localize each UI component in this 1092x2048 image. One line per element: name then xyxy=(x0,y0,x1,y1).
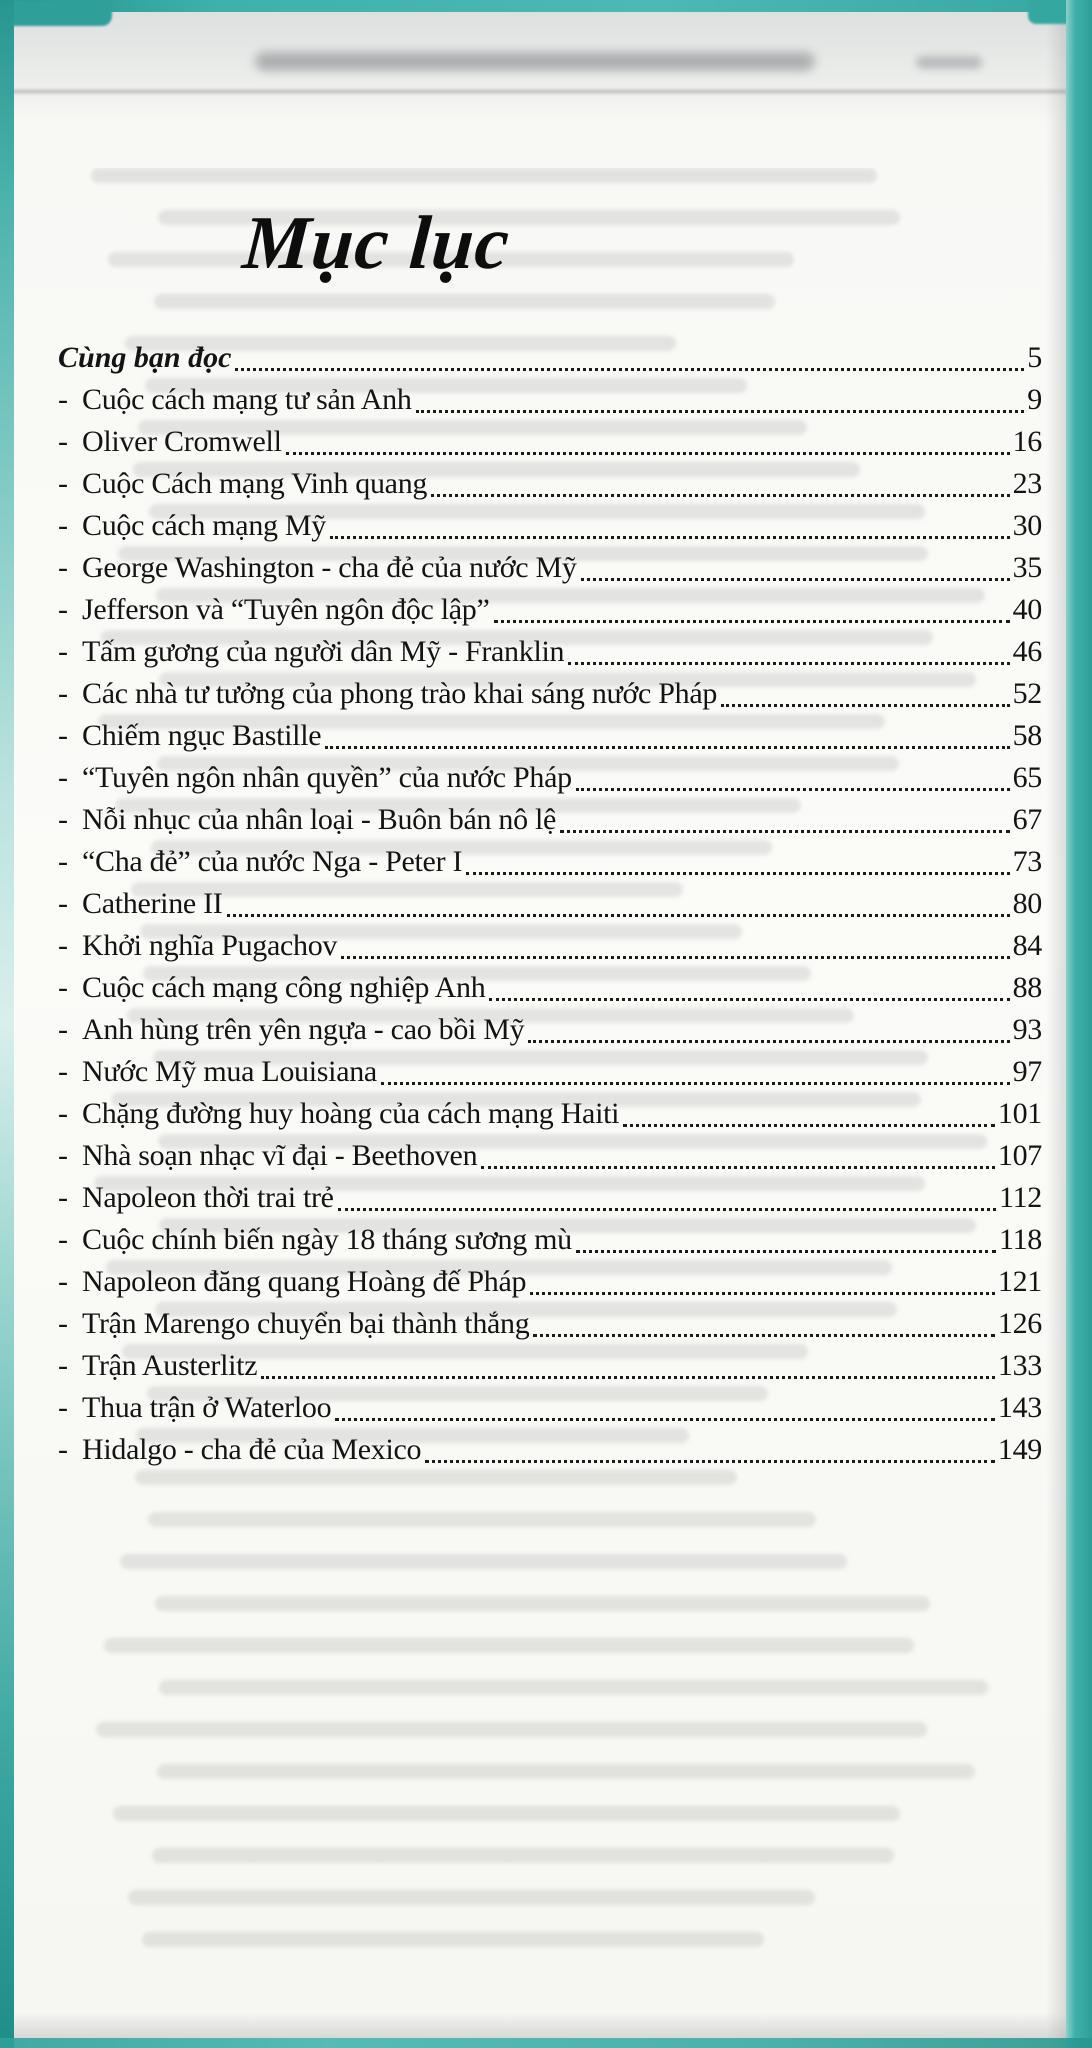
toc-entry-label: Các nhà tư tưởng của phong trào khai sáng nước Pháp xyxy=(82,677,718,710)
toc-entry-label: George Washington - cha đẻ của nước Mỹ xyxy=(82,551,577,584)
toc-entry-label: Cuộc chính biến ngày 18 tháng sương mù xyxy=(82,1223,572,1256)
toc-entry-page: 30 xyxy=(1012,509,1042,542)
toc-entry-dash: - xyxy=(58,1349,68,1382)
dotted-leader xyxy=(623,1124,995,1127)
toc-entry-dash: - xyxy=(58,929,68,962)
toc-entry-label: Trận Austerlitz xyxy=(82,1349,258,1382)
toc-entry xyxy=(58,757,1042,799)
toc-entry-page: 5 xyxy=(1027,341,1042,374)
toc-entry xyxy=(58,883,1042,925)
toc-entry-label: Cùng bạn đọc xyxy=(58,341,232,374)
toc-entry-label: Nhà soạn nhạc vĩ đại - Beethoven xyxy=(82,1139,478,1172)
toc-entry-dash: - xyxy=(58,509,68,542)
page-title: Mục lục xyxy=(240,201,513,285)
toc-entry xyxy=(58,841,1042,883)
toc-entry xyxy=(58,715,1042,757)
page-edge-left xyxy=(0,0,14,2048)
toc-entry-page: 80 xyxy=(1012,887,1042,920)
toc-entry-label: Khởi nghĩa Pugachov xyxy=(82,929,338,962)
toc-entry-dash: - xyxy=(58,887,68,920)
toc-entry xyxy=(58,673,1042,715)
toc-entry-label: Cuộc Cách mạng Vinh quang xyxy=(82,467,428,500)
toc-entry-page: 133 xyxy=(997,1349,1042,1382)
toc-entry xyxy=(58,505,1042,547)
toc-entry-page: 101 xyxy=(997,1097,1042,1130)
toc-entry xyxy=(58,589,1042,631)
toc-entry-dash: - xyxy=(58,1391,68,1424)
toc-entry xyxy=(58,1009,1042,1051)
toc-entry-page: 121 xyxy=(997,1265,1042,1298)
toc-entry xyxy=(58,1219,1042,1261)
toc-entry-dash: - xyxy=(58,1097,68,1130)
dotted-leader xyxy=(481,1166,995,1169)
toc-entry-dash: - xyxy=(58,593,68,626)
toc-entry-dash: - xyxy=(58,803,68,836)
dotted-leader xyxy=(261,1376,995,1379)
dotted-leader xyxy=(227,914,1010,917)
toc-entry xyxy=(58,421,1042,463)
dotted-leader xyxy=(338,1208,996,1211)
toc-entry-label: Cuộc cách mạng Mỹ xyxy=(82,509,326,542)
toc-entry-dash: - xyxy=(58,677,68,710)
page-edge-bottom xyxy=(0,2038,1092,2048)
toc-entry-page: 65 xyxy=(1012,761,1042,794)
toc-entry xyxy=(58,547,1042,589)
toc-entry-label: Nỗi nhục của nhân loại - Buôn bán nô lệ xyxy=(82,803,557,836)
dotted-leader xyxy=(341,956,1009,959)
page-edge-top xyxy=(0,0,1092,12)
dotted-leader xyxy=(286,452,1010,455)
toc-entry-page: 97 xyxy=(1012,1055,1042,1088)
toc-entry-page: 58 xyxy=(1012,719,1042,752)
toc-entry-label: Nước Mỹ mua Louisiana xyxy=(82,1055,377,1088)
dotted-leader xyxy=(335,1418,995,1421)
toc-entry-label: Jefferson và “Tuyên ngôn độc lập” xyxy=(82,593,490,626)
toc-entry xyxy=(58,1345,1042,1387)
toc-entry-label: “Cha đẻ” của nước Nga - Peter I xyxy=(82,845,463,878)
dotted-leader xyxy=(489,998,1009,1001)
toc-entry-page: 93 xyxy=(1012,1013,1042,1046)
toc-entry-label: Anh hùng trên yên ngựa - cao bồi Mỹ xyxy=(82,1013,525,1046)
toc-entry-page: 35 xyxy=(1012,551,1042,584)
toc-entry-label: Chiếm ngục Bastille xyxy=(82,719,322,752)
dotted-leader xyxy=(425,1460,995,1463)
toc-entry-dash: - xyxy=(58,1223,68,1256)
dotted-leader xyxy=(528,1040,1009,1043)
toc-entry xyxy=(58,925,1042,967)
dotted-leader xyxy=(560,830,1010,833)
toc-entry xyxy=(58,1051,1042,1093)
toc-entry xyxy=(58,1261,1042,1303)
dotted-leader xyxy=(494,620,1010,623)
dotted-leader xyxy=(325,746,1009,749)
dotted-leader xyxy=(721,704,1010,707)
dotted-leader xyxy=(381,1082,1010,1085)
toc-entry-label: Chặng đường huy hoàng của cách mạng Haiti xyxy=(82,1097,620,1130)
toc-entry-dash: - xyxy=(58,761,68,794)
toc-entry-dash: - xyxy=(58,971,68,1004)
dotted-leader xyxy=(576,788,1010,791)
toc-entry-dash: - xyxy=(58,425,68,458)
toc-entry-label: Trận Marengo chuyển bại thành thắng xyxy=(82,1307,530,1340)
toc-entry-page: 46 xyxy=(1012,635,1042,668)
toc-entry-page: 16 xyxy=(1012,425,1042,458)
toc-entry-dash: - xyxy=(58,1055,68,1088)
dotted-leader xyxy=(576,1250,996,1253)
toc-entry xyxy=(58,1303,1042,1345)
toc-entry-dash: - xyxy=(58,1181,68,1214)
toc-entry-label: Tấm gương của người dân Mỹ - Franklin xyxy=(82,635,565,668)
toc-entry-label: Hidalgo - cha đẻ của Mexico xyxy=(82,1433,422,1466)
toc-entry-label: Cuộc cách mạng công nghiệp Anh xyxy=(82,971,486,1004)
toc-entry-label: “Tuyên ngôn nhân quyền” của nước Pháp xyxy=(82,761,572,794)
toc-entry-page: 149 xyxy=(997,1433,1042,1466)
toc-entry-label: Oliver Cromwell xyxy=(82,425,282,458)
toc-entry-dash: - xyxy=(58,1307,68,1340)
toc-entry-page: 126 xyxy=(997,1307,1042,1340)
toc-entry xyxy=(58,1135,1042,1177)
toc-entry xyxy=(58,1177,1042,1219)
toc-entry-page: 52 xyxy=(1012,677,1042,710)
dotted-leader xyxy=(568,662,1009,665)
dotted-leader xyxy=(235,368,1024,371)
toc-entry xyxy=(58,799,1042,841)
toc-entry xyxy=(58,1429,1042,1471)
toc-entry-page: 40 xyxy=(1012,593,1042,626)
toc-entry-dash: - xyxy=(58,551,68,584)
toc-list xyxy=(58,337,1042,1471)
page-edge-right xyxy=(1066,0,1092,2048)
toc-entry-page: 23 xyxy=(1012,467,1042,500)
toc-entry-dash: - xyxy=(58,845,68,878)
toc-entry xyxy=(58,967,1042,1009)
dotted-leader xyxy=(530,1292,995,1295)
toc-entry-page: 67 xyxy=(1012,803,1042,836)
toc-entry-page: 73 xyxy=(1012,845,1042,878)
toc-entry-dash: - xyxy=(58,383,68,416)
toc-entry-label: Napoleon thời trai trẻ xyxy=(82,1181,334,1214)
toc-entry xyxy=(58,337,1042,379)
dotted-leader xyxy=(533,1334,994,1337)
toc-entry-page: 9 xyxy=(1027,383,1042,416)
dotted-leader xyxy=(466,872,1009,875)
dotted-leader xyxy=(581,578,1010,581)
toc-entry-page: 143 xyxy=(997,1391,1042,1424)
toc-entry-dash: - xyxy=(58,1139,68,1172)
toc-entry xyxy=(58,1093,1042,1135)
toc-entry-page: 112 xyxy=(999,1181,1042,1214)
toc-entry-page: 118 xyxy=(999,1223,1042,1256)
toc-entry-dash: - xyxy=(58,467,68,500)
toc-entry xyxy=(58,463,1042,505)
toc-entry-dash: - xyxy=(58,1433,68,1466)
page-corner-top-left xyxy=(0,0,112,26)
toc-entry-dash: - xyxy=(58,1265,68,1298)
toc-entry-label: Thua trận ở Waterloo xyxy=(82,1391,332,1424)
toc-entry-dash: - xyxy=(58,635,68,668)
toc-entry-label: Catherine II xyxy=(82,887,223,920)
toc-entry-dash: - xyxy=(58,1013,68,1046)
toc-entry xyxy=(58,631,1042,673)
toc-entry xyxy=(58,379,1042,421)
toc-entry-dash: - xyxy=(58,719,68,752)
toc-entry-page: 88 xyxy=(1012,971,1042,1004)
dotted-leader xyxy=(330,536,1010,539)
toc-entry-label: Cuộc cách mạng tư sản Anh xyxy=(82,383,412,416)
toc-entry xyxy=(58,1387,1042,1429)
dotted-leader xyxy=(416,410,1025,413)
toc-entry-label: Napoleon đăng quang Hoàng đế Pháp xyxy=(82,1265,527,1298)
toc-entry-page: 84 xyxy=(1012,929,1042,962)
dotted-leader xyxy=(431,494,1010,497)
toc-entry-page: 107 xyxy=(997,1139,1042,1172)
